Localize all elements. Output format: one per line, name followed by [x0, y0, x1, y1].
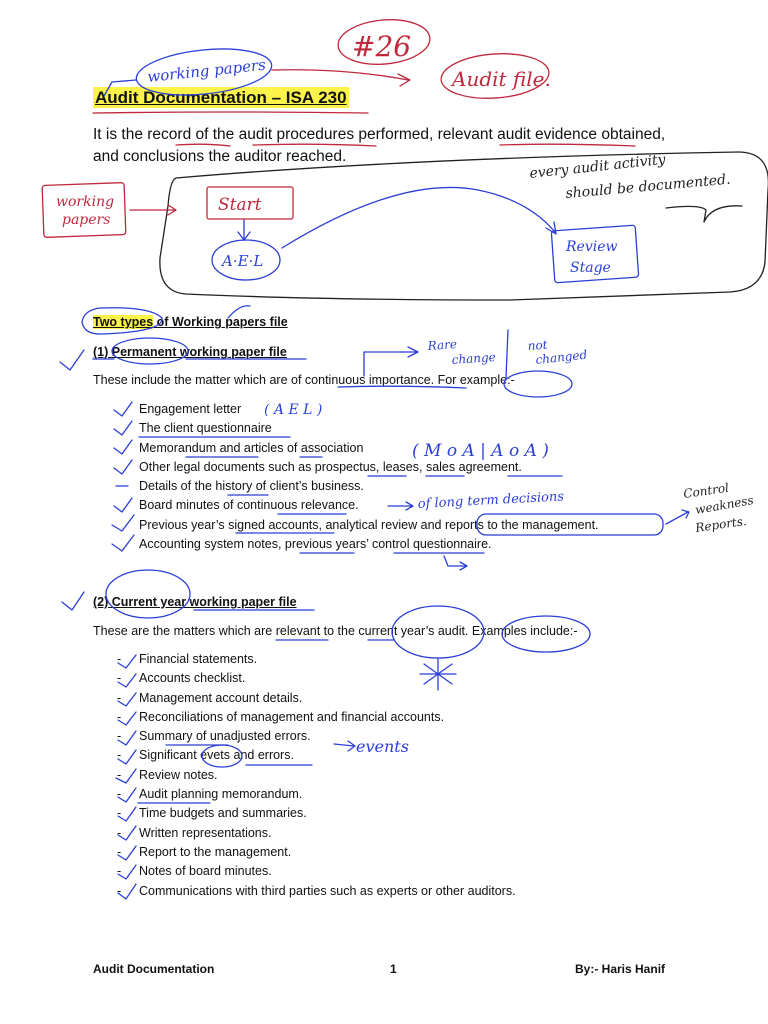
- long-term-note: of long term decisions: [417, 489, 565, 512]
- current-checks: [116, 655, 136, 899]
- working-papers-note: working papers: [146, 55, 267, 86]
- permanent-intro: These include the matter which are of continuous importance. For example:-: [93, 373, 515, 387]
- list-item: - Accounts checklist.: [117, 671, 246, 686]
- rare-change-pointer: [364, 347, 418, 376]
- continuous-underline: [338, 386, 466, 388]
- list-item: Memorandum and articles of association: [139, 440, 364, 455]
- footer-page-number: 1: [390, 962, 397, 976]
- events-arrow: [334, 741, 355, 751]
- list-item: - Notes of board minutes.: [117, 864, 272, 879]
- list-item: - Time budgets and summaries.: [117, 806, 307, 821]
- list-item: Engagement letter: [139, 402, 242, 416]
- arrow-to-audit-file: [272, 70, 410, 86]
- list-item: - Written representations.: [117, 825, 272, 840]
- list-item: - Management account details.: [117, 690, 303, 705]
- list-item: Details of the history of client’s business.: [139, 479, 364, 494]
- list-item: The client questionnaire: [139, 421, 272, 436]
- start-note: Start: [218, 195, 262, 215]
- small-arrow: [444, 556, 467, 570]
- long-term-arrow: [388, 502, 413, 510]
- intro-underlines: [176, 144, 635, 146]
- arrow-to-ael: [238, 220, 250, 240]
- reports-box: [477, 514, 663, 535]
- documented-flourish: [666, 206, 742, 222]
- star-scribble: [420, 658, 456, 690]
- not-changed-line1: not: [527, 337, 548, 353]
- current-circle: [106, 570, 190, 618]
- control-line3: Reports.: [694, 513, 748, 535]
- list-item: - Report to the management.: [117, 844, 292, 859]
- list-item: - Review notes.: [117, 767, 218, 782]
- list-item: - Audit planning memorandum.: [117, 787, 303, 802]
- permanent-heading: (1) Permanent working paper file: [93, 345, 287, 359]
- example-circle: [504, 371, 572, 397]
- list-item: - Significant evets and errors.: [117, 748, 294, 763]
- arrow-to-start: [130, 205, 176, 215]
- list-item: Accounting system notes, previous years’ control questionnaire.: [139, 537, 492, 552]
- control-arrow: [666, 510, 689, 524]
- title-underline: [93, 112, 368, 113]
- list-item: Board minutes of continuous relevance.: [139, 498, 359, 513]
- divider-stroke: [506, 330, 508, 378]
- two-types-circle: [82, 308, 162, 334]
- control-line2: weakness: [694, 492, 755, 517]
- list-item: - Communications with third parties such as experts or other auditors.: [117, 883, 516, 898]
- types-highlight: Two types: [93, 315, 154, 329]
- process-loop: [160, 152, 768, 300]
- rare-note-line2: change: [451, 349, 497, 367]
- current-heading: (2) Current year working paper file: [93, 595, 297, 609]
- working-papers-box-line2: papers: [62, 212, 111, 228]
- number-note: #26: [352, 30, 412, 63]
- list-item: - Financial statements.: [117, 652, 258, 666]
- working-papers-box-line1: working: [56, 194, 115, 210]
- moa-note: ( M o A | A o A ): [412, 441, 549, 461]
- current-intro: These are the matters which are relevant to the current year’s audit. Examples include:-: [93, 624, 578, 638]
- tick-mark: [228, 306, 250, 318]
- list-item: Other legal documents such as prospectus, leases, sales agreement.: [139, 459, 522, 474]
- documented-note: should be documented.: [564, 171, 732, 202]
- footer-author: By:- Haris Hanif: [575, 962, 666, 976]
- arrow-to-review: [282, 187, 556, 248]
- list-item: Previous year’s signed accounts, analytical review and reports to the management.: [139, 517, 599, 532]
- ael-circle-note: A·E·L: [222, 252, 264, 270]
- title-highlight: Audit Documentation – ISA 230: [95, 88, 347, 107]
- control-line1: Control: [682, 480, 730, 501]
- not-changed-line2: changed: [534, 347, 588, 367]
- events-note: events: [356, 737, 409, 756]
- every-activity-note: every audit activity: [528, 151, 667, 182]
- types-heading-rest: of Working papers file: [153, 315, 288, 329]
- ael-note: ( A E L ): [264, 402, 323, 418]
- evets-circle: [202, 745, 242, 767]
- permanent-circle: [112, 338, 188, 364]
- current-year-circle: [392, 606, 484, 658]
- review-line2: Stage: [570, 260, 611, 276]
- review-line1: Review: [566, 239, 618, 255]
- working-papers-box: [42, 183, 126, 238]
- list-item: - Summary of unadjusted errors.: [117, 729, 311, 744]
- working-papers-pointer: [104, 80, 136, 96]
- check-mark: [60, 350, 84, 370]
- examples-circle: [502, 616, 590, 652]
- check-mark: [62, 592, 84, 610]
- list-item: - Reconciliations of management and financial accounts.: [117, 709, 445, 724]
- permanent-checks: [112, 402, 134, 551]
- audit-file-note: Audit file.: [452, 67, 551, 91]
- intro-paragraph: It is the record of the audit procedures performed, relevant audit evidence obtained, and conclusions the auditor reached.: [93, 126, 666, 165]
- rare-note-line1: Rare: [427, 336, 458, 353]
- footer-left: Audit Documentation: [93, 962, 215, 976]
